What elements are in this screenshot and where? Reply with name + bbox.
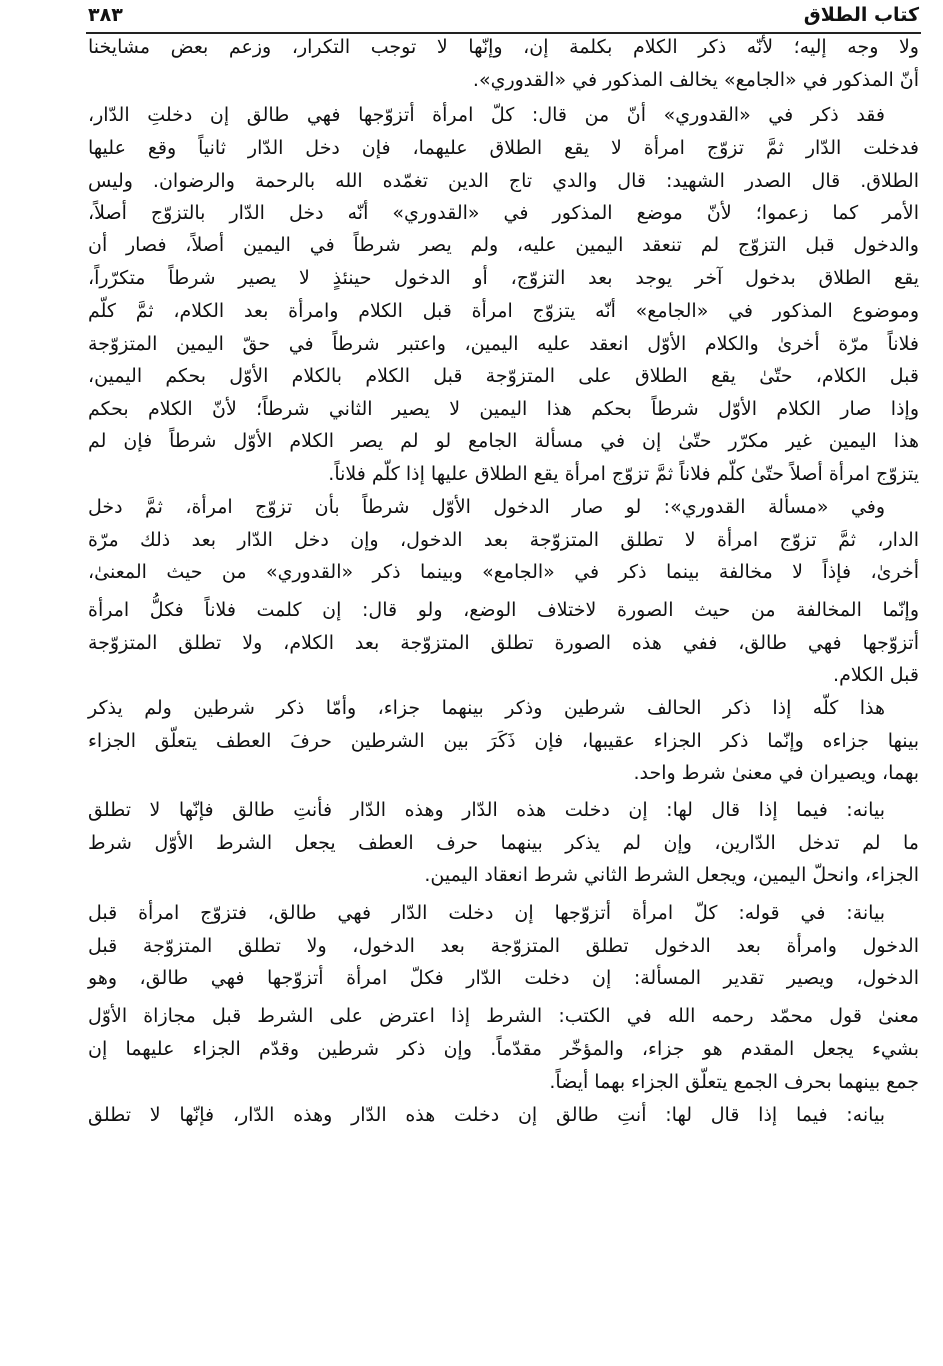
text-line: الأمر كما زعموا؛ لأنّ موضع المذكور في «القدوري» أنّه دخل الدّار بالتزوّج أصلاً، [88,202,919,224]
text-line: وإنّما المخالفة من حيث الصورة لاختلاف الوضع، ولو قال: إن كلمت فلاناً فكلُّ امرأة [88,599,919,621]
text-line: فقد ذكر في «القدوري» أنّ من قال: كلّ امرأة أتزوّجها فهي طالق إن دخلتِ الدّار، [88,104,885,126]
text-line: بينها جزاءه وإنّما ذكر الجزاء عقيبها، فإن ذَكَرَ بين الشرطين حرفَ العطف يتعلّق الجزاء [88,730,919,752]
text-line: يقع الطلاق بدخول آخر يوجد بعد التزوّج، أو الدخول حينئذٍ لا يصير شرطاً متكرّراً، [88,267,919,289]
text-line: معنىٰ قول محمّد رحمه الله في الكتب: الشرط إذا اعترض على الشرط قبل مجازاة الأوّل [88,1005,919,1027]
text-line: والدخول قبل التزوّج لم تنعقد اليمين عليه، ولم يصر شرطاً في اليمين أصلاً، فصار أن [88,234,919,256]
text-line: هذا اليمين غير مكرّر حتّىٰ إن في مسألة الجامع لو لم يصر الكلام الأوّل شرطاً فإن لم [88,430,919,452]
text-line: قبل الكلام، حتّىٰ يقع الطلاق على المتزوّجة قبل الكلام بالكلام الأوّل بحكم اليمين، [88,365,919,387]
text-line: أخرىٰ، فإذاً لا مخالفة بينما ذكر في «الجامع» وبينما ذكر «القدوري» من حيث المعنىٰ، [88,561,919,583]
text-line: أنّ المذكور في «الجامع» يخالف المذكور في «القدوري». [472,69,919,91]
text-line: بهما، ويصيران في معنىٰ شرط واحد. [633,762,919,784]
running-title: كتاب الطلاق [803,4,919,26]
text-line: الدخول وامرأة بعد الدخول تطلق المتزوّجة بعد الدخول، ولا تطلق المتزوّجة قبل [88,935,919,957]
text-line: ما لم تدخل الدّارين، وإن لم يذكر بينهما حرف العطف يجعل الشرط الأوّل شرط [88,832,919,854]
text-line: هذا كلّه إذا ذكر الحالف شرطين وذكر بينهما جزاء، وأمّا ذكر شرطين ولم يذكر [88,697,885,719]
text-line: الجزاء، وانحلّ اليمين، ويجعل الشرط الثاني شرط انعقاد اليمين. [424,864,919,886]
text-line: بيانة: في قوله: كلّ امرأة أتزوّجها إن دخلت الدّار فهي طالق، فتزوّج امرأة قبل [88,902,885,924]
text-line: قبل الكلام. [833,664,919,686]
text-line: بيانه: فيما إذا قال لها: أنتِ طالق إن دخلت هذه الدّار وهذه الدّار، فإنّها لا تطلق [88,1104,885,1126]
text-line: بشيء يجعل المقدم هو جزاء، والمؤخّر مقدّماً. وإن ذكر شرطين وقدّم الجزاء عليهما إن [88,1038,919,1060]
text-line: وفي «مسألة القدوري»: لو صار الدخول الأوّل شرطاً بأن تزوّج امرأة، ثمَّ دخل [88,496,885,518]
text-line: الدخول، ويصير تقدير المسألة: إن دخلت الدّار فكلّ امرأة أتزوّجها فهي طالق، وهو [88,967,919,989]
page-number: ٣٨٣ [88,4,123,26]
text-line: وموضوع المذكور في «الجامع» أنّه يتزوّج امرأة قبل الكلام وامرأة بعد الكلام، ثمَّ كلّم [88,300,919,322]
text-line: ولا وجه إليه؛ لأنّه ذكر الكلام بكلمة إن، وإنّها لا توجب التكرار، وزعم بعض مشايخنا [88,36,919,58]
text-line: بيانه: فيما إذا قال لها: إن دخلت هذه الدّار وهذه الدّار فأنتِ طالق فإنّها لا تطلق [88,799,885,821]
text-line: جمع بينهما بحرف الجمع يتعلّق الجزاء بهما أيضاً. [549,1071,919,1093]
text-line: أتزوّجها فهي طالق، ففي هذه الصورة تطلق المتزوّجة بعد الكلام، ولا تطلق المتزوّجة [88,632,919,654]
text-line: يتزوّج امرأة أصلاً حتّىٰ كلّم فلاناً ثمَّ تزوّج امرأة يقع الطلاق عليها إذا كلّم فلاناً. [328,463,919,485]
text-line: الدار، ثمَّ تزوّج امرأة لا تطلق المتزوّجة بعد الدخول، وإن دخل الدّار بعد ذلك مرّة [88,529,919,551]
text-line: فلاناً مرّة أخرىٰ والكلام الأوّل انعقد عليه اليمين، واعتبر شرطاً في حقّ اليمين المتزوّجة [88,333,919,355]
text-line: فدخلت الدّار ثمَّ تزوّج امرأة لا يقع الطلاق عليهما، فإن دخل الدّار ثانياً وقع عليها [88,137,919,159]
text-line: الطلاق. قال الصدر الشهيد: قال والدي تاج الدين تغمّده الله بالرحمة والرضوان. وليس [88,170,919,192]
text-line: وإذا صار الكلام الأوّل شرطاً بحكم هذا اليمين لا يصير الثاني شرطاً؛ لأنّ الكلام بحكم [88,398,919,420]
